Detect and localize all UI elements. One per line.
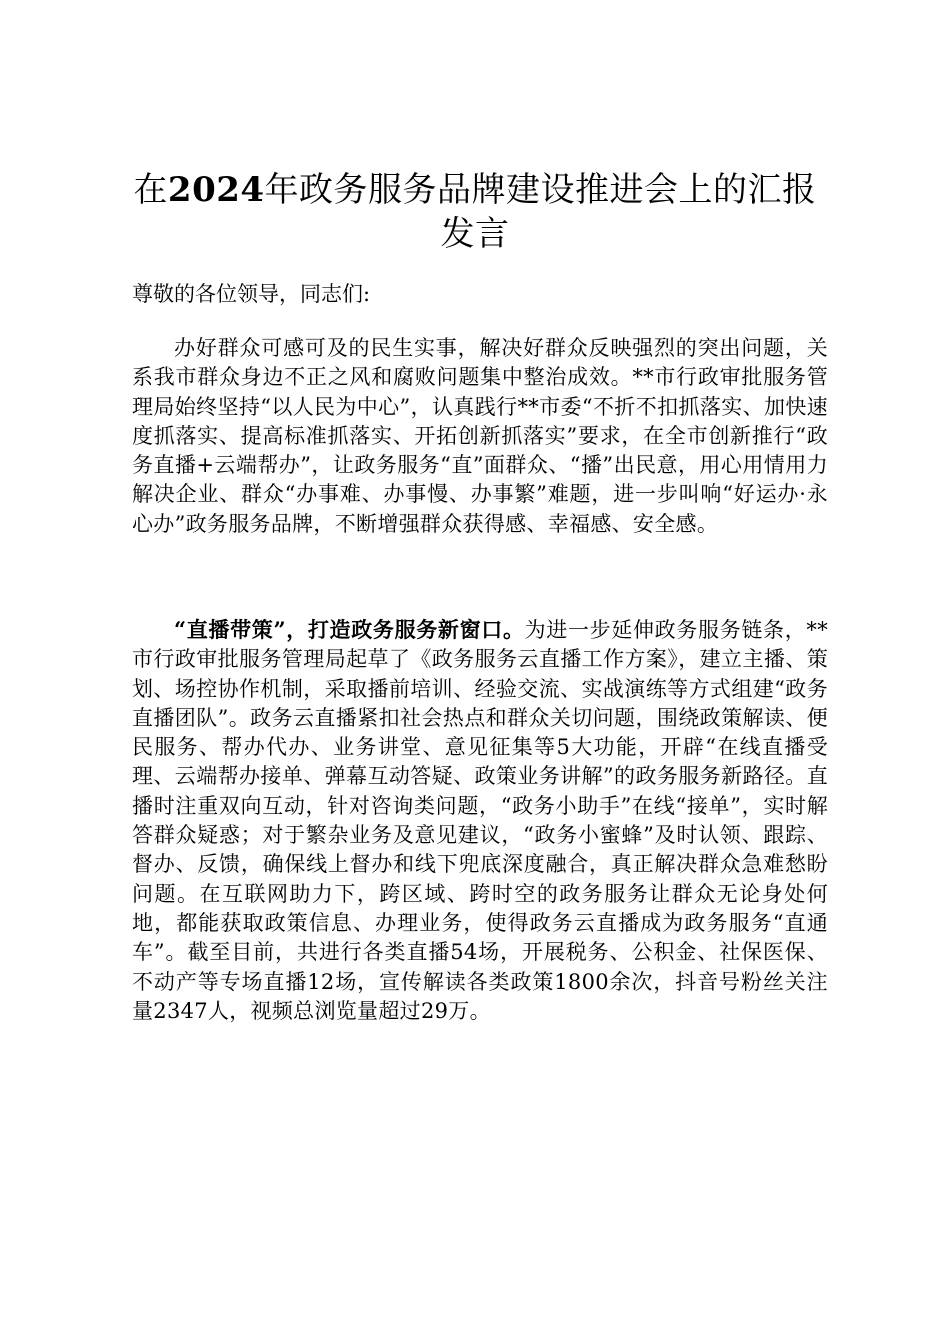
paragraph-live-broadcast-text: 为进一步延伸政务服务链条，**市行政审批服务管理局起草了《政务服务云直播工作方案》，建立主播、策划、场控协作机制，采取播前培训、经验交流、实战演练等方式组建“政务直播团队”。政务云直播紧扣社会热点和群众关切问题，围绕政策解读、便民服务、帮办代办、业务讲堂、意见征集等5大功能，开辟“在线直播受理、云端帮办接单、弹幕互动答疑、政策业务讲解”的政务服务新路径。直播时注重双向互动，针对咨询类问题，“政务小助手”在线“接单”，实时解答群众疑惑；对于繁杂业务及意见建议，“政务小蜜蜂”及时认领、跟踪、督办、反馈，确保线上督办和线下兜底深度融合，真正解决群众急难愁盼问题。在互联网助力下，跨区域、跨时空的政务服务让群众无论身处何地，都能获取政策信息、办理业务，使得政务云直播成为政务服务“直通车”。截至目前，共进行各类直播54场，开展税务、公积金、社保医保、不动产等专场直播12场，宣传解读各类政策1800余次，抖音号粉丝关注量2347人，视频总浏览量超过29万。	[132, 618, 828, 1023]
title-prefix: 在	[133, 170, 168, 210]
title-suffix: 年政务服务品牌建设推进会上的汇报发言	[264, 170, 817, 254]
salutation: 尊敬的各位领导，同志们:	[132, 282, 371, 306]
document-title	[125, 168, 825, 256]
paragraph-intro	[132, 334, 828, 539]
paragraph-live-broadcast	[132, 615, 828, 1026]
paragraph-heading: “直播带策”，打造政务服务新窗口。	[174, 617, 525, 642]
paragraph-intro-text: 办好群众可感可及的民生实事，解决好群众反映强烈的突出问题，关系我市群众身边不正之风和腐败问题集中整治成效。**市行政审批服务管理局始终坚持“以人民为中心”，认真践行**市委“不折不扣抓落实、加快速度抓落实、提高标准抓落实、开拓创新抓落实”要求，在全市创新推行“政务直播+云端帮办”，让政务服务“直”面群众、“播”出民意，用心用情用力解决企业、群众“办事难、办事慢、办事繁”难题，进一步叫响“好运办·永心办”政务服务品牌，不断增强群众获得感、幸福感、安全感。	[132, 336, 828, 536]
title-year: 2024	[167, 170, 265, 210]
